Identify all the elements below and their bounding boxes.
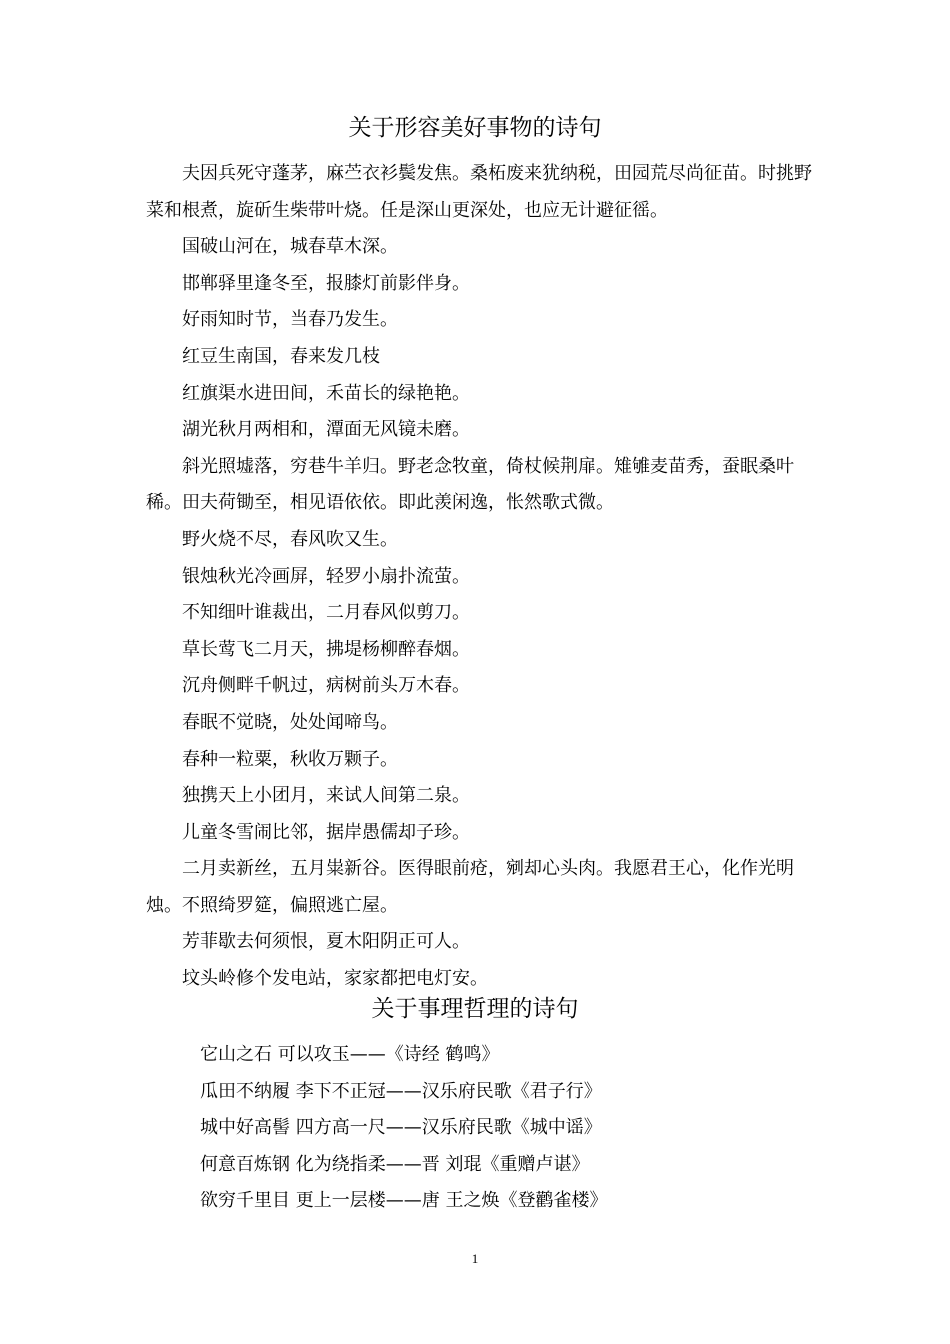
poem-paragraph: 邯郸驿里逢冬至，报膝灯前影伴身。 — [182, 272, 470, 294]
poem-paragraph: 沉舟侧畔千帆过，病树前头万木春。 — [182, 675, 470, 697]
poem-paragraph: 独携天上小团月，来试人间第二泉。 — [182, 785, 470, 807]
poem-paragraph: 国破山河在，城春草木深。 — [182, 236, 398, 258]
poem-paragraph: 芳菲歇去何须恨，夏木阳阴正可人。 — [182, 931, 470, 953]
poem-paragraph: 银烛秋光冷画屏，轻罗小扇扑流萤。 — [182, 565, 470, 587]
poem-paragraph: 春种一粒粟，秋收万颗子。 — [182, 748, 398, 770]
poem-paragraph: 野火烧不尽，春风吹又生。 — [182, 528, 398, 550]
poem-paragraph: 坟头岭修个发电站，家家都把电灯安。 — [182, 968, 488, 990]
poem-paragraph: 二月卖新丝，五月粜新谷。医得眼前疮，剜却心头肉。我愿君王心，化作光明烛。不照绮罗筵，偏照逃亡屋。 — [146, 858, 794, 916]
section-philosophy — [0, 1037, 950, 1220]
quote-line: 欲穷千里目 更上一层楼——唐 王之焕《登鹳雀楼》 — [200, 1190, 608, 1211]
poem-paragraph: 斜光照墟落，穷巷牛羊归。野老念牧童，倚杖候荆扉。雉雊麦苗秀，蚕眠桑叶稀。田夫荷锄至，相见语依依。即此羡闲逸，怅然歌式微。 — [146, 455, 794, 514]
poem-paragraph: 不知细叶谁裁出，二月春风似剪刀。 — [182, 602, 470, 624]
poem-paragraph: 红豆生南国，春来发几枝 — [182, 345, 380, 367]
poem-paragraph: 好雨知时节，当春乃发生。 — [182, 309, 398, 331]
poem-paragraph: 草长莺飞二月天，拂堤杨柳醉春烟。 — [182, 638, 470, 660]
poem-paragraph: 夫因兵死守蓬茅，麻苎衣衫鬓发焦。桑柘废来犹纳税，田园荒尽尚征苗。时挑野菜和根煮，旋斫生柴带叶烧。任是深山更深处，也应无计避征徭。 — [146, 163, 812, 221]
quote-line: 何意百炼钢 化为绕指柔——晋 刘琨《重赠卢谌》 — [200, 1153, 590, 1175]
page-number: 1 — [471, 1251, 479, 1266]
quote-line: 城中好高髻 四方高一尺——汉乐府民歌《城中谣》 — [200, 1117, 602, 1138]
poem-paragraph: 春眠不觉晓，处处闻啼鸟。 — [182, 711, 398, 733]
poem-paragraph: 红旗渠水进田间，禾苗长的绿艳艳。 — [182, 382, 470, 404]
section-beautiful-things — [0, 156, 950, 998]
poem-paragraph: 湖光秋月两相和，潭面无风镜未磨。 — [182, 419, 470, 441]
poem-paragraph: 儿童冬雪闹比邻，据岸愚儒却子珍。 — [182, 821, 470, 843]
section-title-beautiful-things: 关于形容美好事物的诗句 — [348, 115, 602, 141]
section-title-philosophy: 关于事理哲理的诗句 — [371, 996, 579, 1022]
quote-line: 它山之石 可以攻玉——《诗经 鹤鸣》 — [200, 1044, 500, 1065]
quote-line: 瓜田不纳履 李下不正冠——汉乐府民歌《君子行》 — [200, 1080, 602, 1102]
